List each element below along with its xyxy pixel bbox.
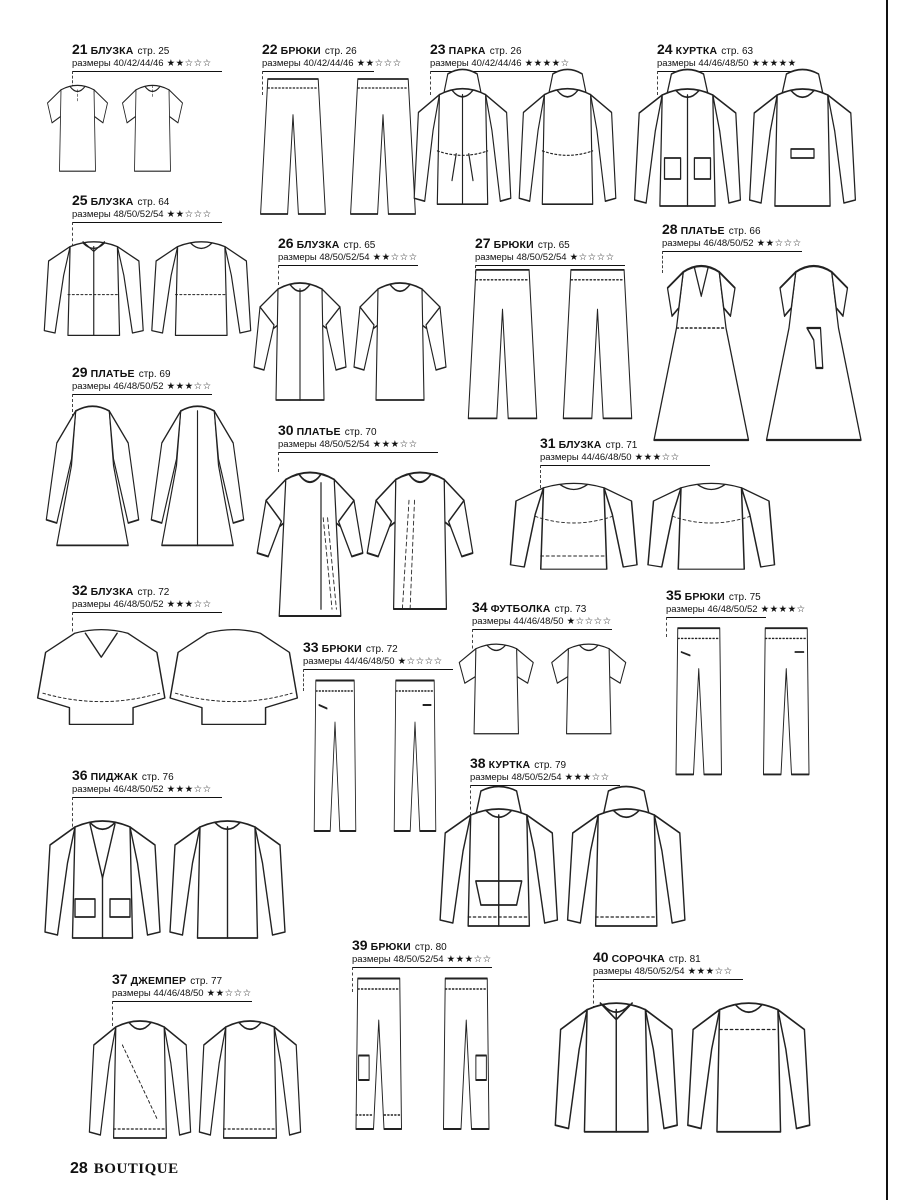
garment-sketch-blouse-cape — [35, 614, 300, 734]
model-page-ref: стр. 26 — [324, 46, 357, 57]
model-number: 22 — [262, 41, 278, 57]
model-sizes: размеры 44/46/48/50 — [540, 452, 632, 463]
model-number: 36 — [72, 767, 88, 783]
difficulty-stars: ★☆☆☆☆ — [397, 656, 443, 667]
header-rule — [72, 222, 222, 223]
model-sizes: размеры 44/46/48/50 — [303, 656, 395, 667]
page-footer — [70, 1160, 179, 1178]
difficulty-stars: ★★☆☆☆ — [166, 58, 212, 69]
model-page-ref: стр. 25 — [137, 46, 170, 57]
model-sizes-line — [112, 989, 252, 999]
model-number: 29 — [72, 364, 88, 380]
model-number: 26 — [278, 235, 294, 251]
garment-sketch-cargo — [335, 968, 510, 1143]
model-page-ref: стр. 70 — [344, 427, 377, 438]
model-page-ref: стр. 80 — [414, 942, 447, 953]
garment-sketch-shirt-long — [40, 225, 255, 345]
garment-sketch-hoodie — [435, 788, 690, 938]
garment-sketch-pants-wide — [455, 260, 645, 425]
model-number: 31 — [540, 435, 556, 451]
difficulty-stars: ★☆☆☆☆ — [569, 252, 615, 263]
model-sizes-line — [72, 600, 212, 610]
model-sizes: размеры 40/42/44/46 — [262, 58, 354, 69]
model-header — [72, 42, 169, 58]
model-page-ref: стр. 63 — [721, 46, 754, 57]
model-sizes-line — [666, 605, 806, 615]
difficulty-stars: ★★★☆☆ — [446, 954, 492, 965]
model-name: СОРОЧКА — [611, 953, 665, 965]
model-header — [662, 222, 761, 238]
model-page-ref: стр. 64 — [137, 197, 170, 208]
model-page-ref: стр. 71 — [605, 440, 638, 451]
model-page-ref: стр. 75 — [728, 592, 761, 603]
garment-sketch-blouse-ruffle — [505, 468, 780, 578]
garment-sketch-pants-straight — [655, 618, 830, 788]
model-name: БРЮКИ — [321, 643, 362, 655]
model-number: 28 — [662, 221, 678, 237]
model-sizes-line — [72, 785, 212, 795]
model-page-ref: стр. 72 — [365, 644, 398, 655]
model-header — [112, 972, 222, 988]
model-name: ПЛАТЬЕ — [680, 225, 725, 237]
model-header — [72, 583, 169, 599]
garment-sketch-pants-wide — [248, 70, 428, 220]
model-sizes-line — [262, 59, 402, 69]
garment-sketch-dress-flare — [645, 248, 870, 448]
difficulty-stars: ★★☆☆☆ — [206, 988, 252, 999]
brand-logo: BOUTIQUE — [93, 1161, 179, 1177]
model-sizes: размеры 44/46/48/50 — [657, 58, 749, 69]
model-number: 40 — [593, 949, 609, 965]
model-header — [278, 236, 375, 252]
model-header — [593, 950, 701, 966]
difficulty-stars: ★★☆☆☆ — [372, 252, 418, 263]
model-page-ref: стр. 73 — [554, 604, 587, 615]
model-sizes: размеры 48/50/52/54 — [278, 439, 370, 450]
model-sizes: размеры 44/46/48/50 — [472, 616, 564, 627]
model-name: ПЛАТЬЕ — [90, 368, 135, 380]
model-sizes: размеры 48/50/52/54 — [278, 252, 370, 263]
model-page-ref: стр. 77 — [190, 976, 223, 987]
model-header — [262, 42, 357, 58]
header-rule — [470, 785, 620, 786]
difficulty-stars: ★★☆☆☆ — [356, 58, 402, 69]
model-sizes-line — [72, 210, 212, 220]
garment-sketch-pants-straight — [295, 670, 455, 845]
model-number: 21 — [72, 41, 88, 57]
model-header — [303, 640, 398, 656]
model-sizes: размеры 48/50/52/54 — [72, 209, 164, 220]
model-sizes: размеры 48/50/52/54 — [352, 954, 444, 965]
model-header — [72, 768, 174, 784]
model-sizes-line — [72, 59, 212, 69]
garment-sketch-tshirt — [450, 628, 635, 743]
model-number: 24 — [657, 41, 673, 57]
model-sizes: размеры 46/48/50/52 — [72, 599, 164, 610]
difficulty-stars: ★★★☆☆ — [166, 599, 212, 610]
garment-sketch-sweater — [85, 1000, 305, 1150]
garment-sketch-shirt-men — [550, 980, 815, 1145]
model-number: 38 — [470, 755, 486, 771]
model-sizes: размеры 48/50/52/54 — [470, 772, 562, 783]
model-header — [278, 423, 377, 439]
model-number: 32 — [72, 582, 88, 598]
model-name: КУРТКА — [675, 45, 718, 57]
difficulty-stars: ★★★☆☆ — [564, 772, 610, 783]
model-sizes-line — [540, 453, 680, 463]
difficulty-stars: ★★★☆☆ — [687, 966, 733, 977]
model-page-ref: стр. 72 — [137, 587, 170, 598]
model-page-ref: стр. 65 — [343, 240, 376, 251]
model-sizes: размеры 48/50/52/54 — [475, 252, 567, 263]
model-name: БЛУЗКА — [90, 45, 134, 57]
difficulty-stars: ★★☆☆☆ — [756, 238, 802, 249]
garment-sketch-dress-pleat — [255, 448, 475, 623]
model-sizes-line — [593, 967, 733, 977]
model-name: БЛУЗКА — [296, 239, 340, 251]
page-edge-line — [886, 0, 888, 1200]
model-sizes: размеры 40/42/44/46 — [430, 58, 522, 69]
page-number: 28 — [70, 1160, 88, 1177]
garment-sketch-dress-sleeve — [40, 395, 250, 555]
difficulty-stars: ★★★☆☆ — [634, 452, 680, 463]
model-number: 37 — [112, 971, 128, 987]
model-sizes-line — [72, 382, 212, 392]
model-sizes-line — [352, 955, 492, 965]
model-header — [430, 42, 522, 58]
model-number: 27 — [475, 235, 491, 251]
header-rule — [540, 465, 710, 466]
model-sizes: размеры 48/50/52/54 — [593, 966, 685, 977]
difficulty-stars: ★★★☆☆ — [166, 784, 212, 795]
difficulty-stars: ★★★★☆ — [524, 58, 570, 69]
model-name: БЛУЗКА — [90, 586, 134, 598]
garment-sketch-blouse-short — [40, 70, 190, 180]
model-header — [352, 938, 447, 954]
model-sizes-line — [470, 773, 610, 783]
garment-sketch-blazer — [40, 800, 290, 950]
model-header — [472, 600, 586, 616]
model-page-ref: стр. 76 — [141, 772, 174, 783]
model-name: БРЮКИ — [370, 941, 411, 953]
model-sizes: размеры 46/48/50/52 — [662, 238, 754, 249]
model-name: ПЛАТЬЕ — [296, 426, 341, 438]
model-page-ref: стр. 79 — [534, 760, 567, 771]
model-name: БЛУЗКА — [558, 439, 602, 451]
model-number: 23 — [430, 41, 446, 57]
garment-sketch-parka — [410, 68, 620, 216]
model-name: ФУТБОЛКА — [490, 603, 551, 615]
model-page-ref: стр. 66 — [728, 226, 761, 237]
model-name: ДЖЕМПЕР — [130, 975, 187, 987]
garment-sketch-tunic — [250, 262, 450, 412]
garment-sketch-jacket-hood — [630, 68, 860, 218]
difficulty-stars: ★☆☆☆☆ — [566, 616, 612, 627]
model-header — [475, 236, 570, 252]
model-number: 33 — [303, 639, 319, 655]
model-page-ref: стр. 65 — [537, 240, 570, 251]
model-sizes: размеры 46/48/50/52 — [72, 784, 164, 795]
model-sizes: размеры 46/48/50/52 — [666, 604, 758, 615]
model-name: КУРТКА — [488, 759, 531, 771]
difficulty-stars: ★★☆☆☆ — [166, 209, 212, 220]
model-header — [470, 756, 566, 772]
difficulty-stars: ★★★☆☆ — [166, 381, 212, 392]
model-sizes: размеры 44/46/48/50 — [112, 988, 204, 999]
model-sizes: размеры 46/48/50/52 — [72, 381, 164, 392]
difficulty-stars: ★★★☆☆ — [372, 439, 418, 450]
model-page-ref: стр. 81 — [668, 954, 701, 965]
header-rule — [72, 797, 222, 798]
model-header — [666, 588, 761, 604]
model-name: БЛУЗКА — [90, 196, 134, 208]
model-sizes-line — [472, 617, 612, 627]
model-header — [657, 42, 753, 58]
header-rule — [72, 612, 222, 613]
model-number: 25 — [72, 192, 88, 208]
model-name: БРЮКИ — [493, 239, 534, 251]
model-sizes-line — [303, 657, 443, 667]
model-page-ref: стр. 69 — [138, 369, 171, 380]
model-number: 35 — [666, 587, 682, 603]
model-number: 39 — [352, 937, 368, 953]
model-header — [72, 193, 169, 209]
model-name: БРЮКИ — [684, 591, 725, 603]
model-number: 30 — [278, 422, 294, 438]
model-name: ПАРКА — [448, 45, 486, 57]
model-sizes: размеры 40/42/44/46 — [72, 58, 164, 69]
difficulty-stars: ★★★★☆ — [760, 604, 806, 615]
model-header — [540, 436, 637, 452]
model-name: БРЮКИ — [280, 45, 321, 57]
difficulty-stars: ★★★★★ — [751, 58, 797, 69]
model-name: ПИДЖАК — [90, 771, 138, 783]
model-page-ref: стр. 26 — [489, 46, 522, 57]
model-number: 34 — [472, 599, 488, 615]
model-header — [72, 365, 171, 381]
